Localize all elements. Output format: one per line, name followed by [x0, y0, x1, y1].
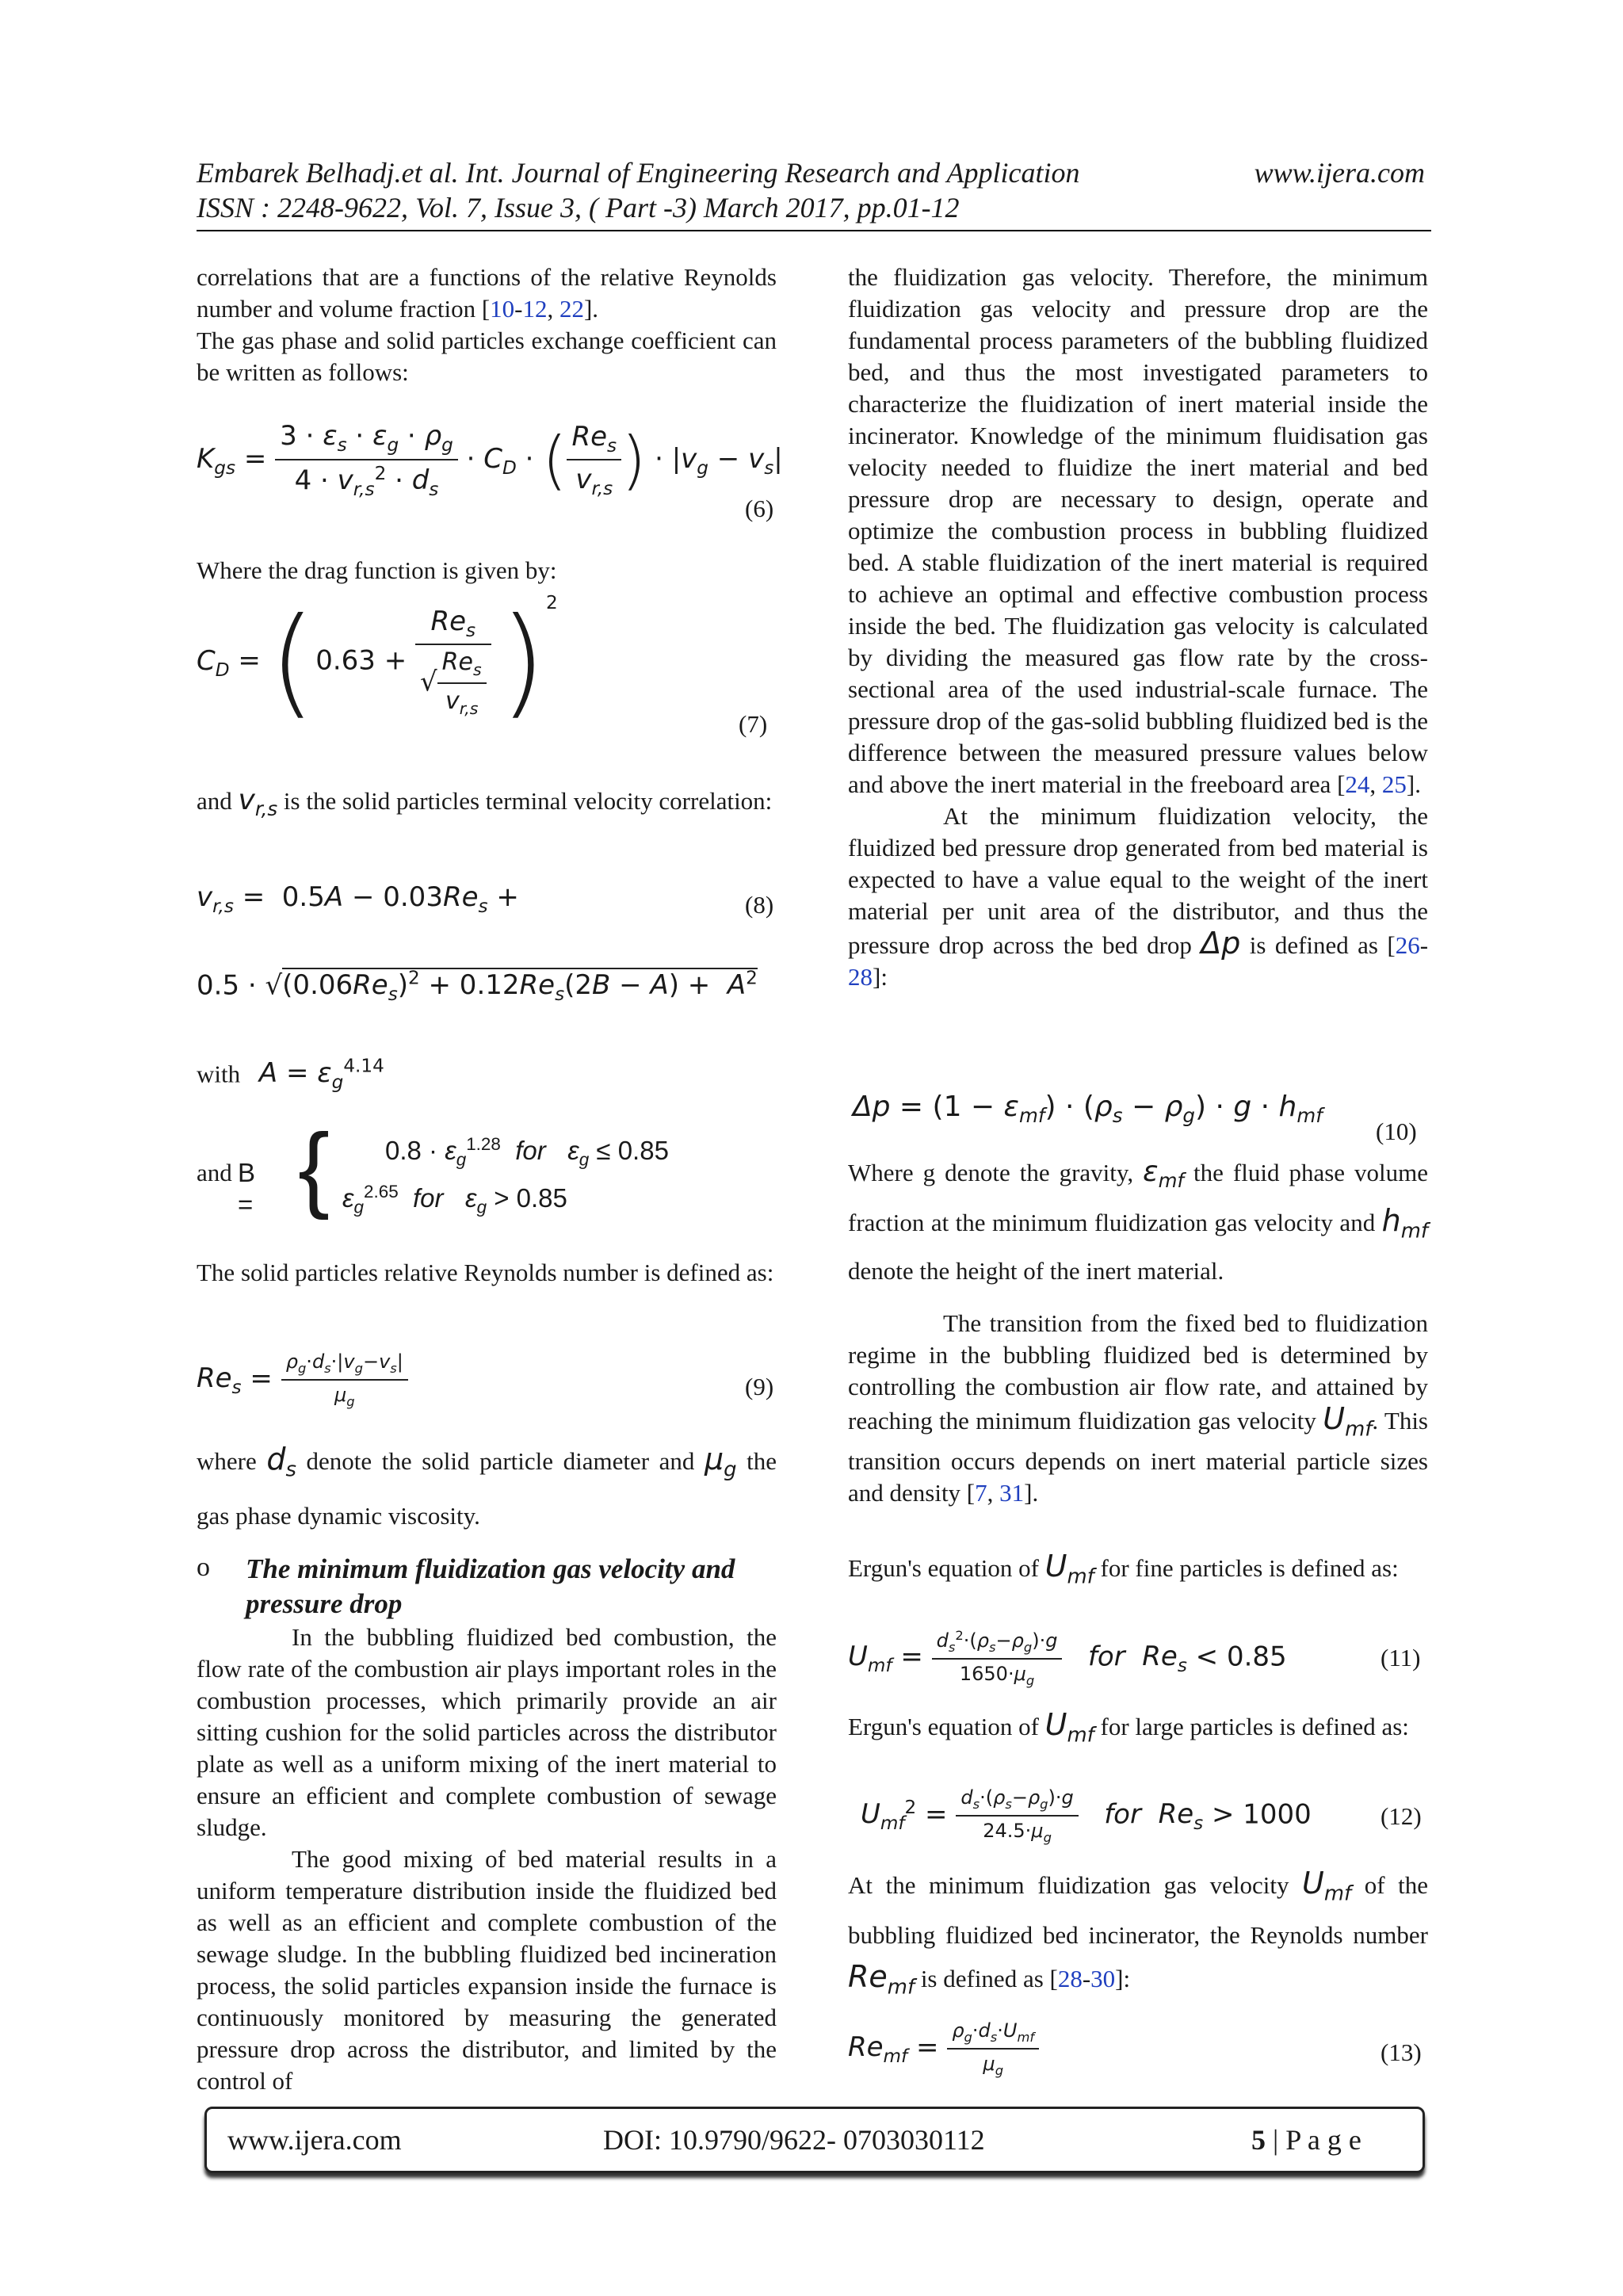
equation-number: (11) — [1381, 1644, 1421, 1671]
section-title: The minimum fluidization gas velocity and pressure drop — [246, 1553, 735, 1619]
text: . This transition occurs depends on inert material particle sizes and density [ — [848, 1407, 1428, 1507]
text: - — [1419, 931, 1429, 959]
text: - — [514, 295, 523, 323]
citation-link[interactable]: 22 — [559, 295, 584, 323]
math-epsmf: $\varepsilon_{mf}$ — [1143, 1156, 1185, 1193]
text: with — [197, 1060, 241, 1088]
text: At the minimum fluidization gas velocity — [848, 1871, 1289, 1899]
text: ]. — [1024, 1478, 1039, 1507]
text: correlations that are a functions of the relative Reynolds number and volume fraction [ — [197, 263, 777, 323]
math-umf: $U_{mf}$ — [1044, 1707, 1094, 1748]
bullet: o — [197, 1553, 210, 1582]
math-a-def: $A = \varepsilon_g^{4.14}$ — [258, 1056, 384, 1094]
text: denote the solid particle diameter and — [306, 1447, 695, 1475]
paragraph — [848, 1702, 1428, 1758]
text: , — [547, 295, 559, 323]
text: denote the height of the inert material. — [848, 1256, 1224, 1285]
equation-8-line2: $0.5 \cdot √(0.06Re_s)^2 + 0.12Re_s(2B - A) + A^2$ — [197, 968, 758, 1006]
paragraph: The gas phase and solid particles exchange coefficient can be written as follows: — [197, 327, 777, 386]
footer-url[interactable]: www.ijera.com — [227, 2124, 402, 2156]
paragraph: The good mixing of bed material results in a uniform temperature distribution inside the fluidized bed as well as an efficient and complete combustion of the sewage sludge. In the bubbling fluidized bed incineration process, the solid particles expansion inside the furnace is continuously monitored by measuring the generated pressure drop across the distributor, and limited by the control of — [197, 1845, 777, 2095]
running-header-line2: ISSN : 2248-9622, Vol. 7, Issue 3, ( Part -3) March 2017, pp.01-12 — [197, 192, 960, 223]
math-deltap: Δp — [1201, 926, 1241, 961]
text: , — [987, 1478, 1000, 1507]
text: the fluidization gas velocity. Therefore, the minimum fluidization gas velocity and pressure drop are the fundamental process parameters of the bubbling fluidized bed, and thus the most investigated parameters to characterize the fluidization of inert material inside the incinerator. Knowledge of the minimum fluidisation gas velocity needed to fluidize the inert material and bed pressure drop are necessary to design, operate and optimize the combustion process in bubbling fluidized bed. A stable fluidization of the inert material is required to achieve an optimal and effective combustion process inside the bed. The fluidization gas velocity is calculated by dividing the measured gas flow rate by the cross-sectional area of the used industrial-scale furnace. The pressure drop of the gas-solid bubbling fluidized bed is the difference between the measured pressure values below and above the inert material in the freeboard area [ — [848, 263, 1428, 798]
text: and — [197, 1159, 232, 1186]
paragraph — [848, 1862, 1428, 2008]
citation-link[interactable]: 7 — [975, 1478, 987, 1507]
equation-9: $Re_s$ = $\frac{\rho_g\cdot d_s\cdot|v_g-v_s|}{\mu_g}$ — [197, 1350, 408, 1409]
text: ]: — [873, 963, 888, 991]
paragraph — [197, 1436, 777, 1539]
text: Ergun's equation of — [848, 1554, 1039, 1582]
equation-number: (12) — [1381, 1802, 1422, 1830]
equation-number: (13) — [1381, 2038, 1422, 2066]
text: Where g denote the gravity, — [848, 1159, 1134, 1186]
journal-url[interactable]: www.ijera.com — [1254, 157, 1425, 189]
math-mug: $\mu_g$ — [704, 1442, 737, 1482]
math-vrs: $v_{r,s}$ — [238, 784, 278, 821]
page-number — [1251, 2123, 1361, 2157]
running-header-line1 — [197, 155, 1433, 190]
math-umf: $U_{mf}$ — [1323, 1401, 1373, 1442]
paragraph — [848, 1308, 1428, 1509]
text: ]: — [1115, 1964, 1131, 1992]
math-hmf: $h_{mf}$ — [1381, 1203, 1429, 1244]
page-number-value: 5 — [1251, 2124, 1266, 2156]
paragraph: In the bubbling fluidized bed combustion, the flow rate of the combustion air plays important roles in the combustion processes, which primarily provide an air sitting cushion for the solid particles across the distributor plate as well as a uniform mixing of the inert material to ensure an efficient and complete combustion of sewage sludge. — [197, 1623, 777, 1841]
text: Ergun's equation of — [848, 1713, 1039, 1740]
equation-12: $U_{mf}^2$ = $\frac{d_s\cdot(\rho_s-\rho_g)\cdot g}{24.5\cdot\mu_g}$ for $Re_s > 1000$ — [861, 1786, 1312, 1845]
header-rule — [197, 230, 1431, 231]
text: , — [1369, 770, 1382, 798]
left-col-intro — [197, 262, 777, 388]
text: the fluid phase volume fraction at the minimum fluidization gas velocity and — [848, 1159, 1429, 1237]
text: where — [197, 1447, 257, 1475]
equation-number: (6) — [745, 495, 774, 522]
paragraph: The solid particles relative Reynolds number is defined as: — [197, 1259, 774, 1286]
text: The transition from the fixed bed to fluidization regime in the bubbling fluidized bed is determined by controlling the combustion air flow rate, and attained by reaching the minimum fluidization gas velocity — [848, 1309, 1428, 1435]
text: the gas phase dynamic viscosity. — [197, 1447, 777, 1530]
citation-link[interactable]: 28 — [1057, 1964, 1083, 1992]
citation-link[interactable]: 30 — [1090, 1964, 1116, 1992]
text: is defined as [ — [920, 1964, 1058, 1992]
equation-6: $K_{gs}$ = $\frac{3 \cdot \varepsilon_s \cdot \varepsilon_g \cdot \rho_g}{4 \cdot v_{r,s}^2 \cdot d_s}$ · $C_D$ · ( $\frac{Re_s}{v_{r,s}}$ ) · $|v_g - v_s|$ — [197, 420, 783, 500]
text: is the solid particles terminal velocity correlation: — [283, 787, 773, 815]
text: is defined as [ — [1249, 931, 1396, 959]
math-umf: $U_{mf}$ — [1302, 1866, 1352, 1906]
text: and — [197, 787, 232, 815]
text: ]. — [1406, 770, 1421, 798]
citation-link[interactable]: 26 — [1395, 931, 1420, 959]
right-col-body — [848, 262, 1428, 993]
equation-number: (7) — [739, 710, 768, 738]
paragraph — [848, 1544, 1428, 1599]
paragraph: Where the drag function is given by: — [197, 556, 557, 584]
journal-citation: Embarek Belhadj.et al. Int. Journal of Engineering Research and Application — [197, 157, 1080, 189]
math-ds: $d_s$ — [266, 1442, 296, 1482]
math-umf: $U_{mf}$ — [1044, 1549, 1094, 1589]
paragraph — [197, 780, 777, 830]
math-remf: $Re_{mf}$ — [848, 1958, 915, 2000]
equation-13: $Re_{mf}$ = $\frac{\rho_g\cdot d_s\cdot U_{mf}}{\mu_g}$ — [848, 2019, 1039, 2078]
with-line — [197, 1051, 777, 1098]
text: of the bubbling fluidized bed incinerator, the Reynolds number — [848, 1871, 1429, 1949]
page-footer — [204, 2107, 1425, 2173]
citation-link[interactable]: 12 — [522, 295, 548, 323]
equation-number: (9) — [745, 1373, 774, 1400]
citation-link[interactable]: 25 — [1381, 770, 1407, 798]
paragraph — [848, 1152, 1428, 1291]
equation-11: $U_{mf}$ = $\frac{d_s^2\cdot(\rho_s-\rho_g)\cdot g}{1650\cdot\mu_g}$ for $Re_s < 0.85$ — [848, 1628, 1287, 1688]
text: - — [1082, 1964, 1091, 1992]
footer-doi: DOI: 10.9790/9622- 0703030112 — [603, 2124, 985, 2156]
text: for fine particles is defined as: — [1100, 1554, 1399, 1582]
citation-link[interactable]: 31 — [999, 1478, 1025, 1507]
equation-number: (10) — [1376, 1117, 1417, 1145]
text: ]. — [583, 295, 599, 323]
citation-link[interactable]: 28 — [848, 963, 873, 991]
equation-7: $C_D = (0.63$ + $Re_s$ √ $\frac{Re_s}{v_{r,s}}$ )$^2$ — [197, 593, 558, 731]
text: At the minimum fluidization velocity, the fluidized bed pressure drop generated from bed material is expected to have a value equal to the weight of the inert material per unit area of the distributor, and thus the pressure drop across the bed drop — [848, 802, 1428, 959]
citation-link[interactable]: 10 — [490, 295, 515, 323]
page-label: | P a g e — [1266, 2124, 1361, 2156]
equation-10: $\Delta p = (1 - \varepsilon_{mf}) \cdot (\rho_s - \rho_g) \cdot g \cdot h_{mf}$ — [853, 1091, 1323, 1128]
citation-link[interactable]: 24 — [1345, 770, 1370, 798]
section-heading — [197, 1552, 777, 1622]
equation-number: (8) — [745, 891, 774, 919]
text: for large particles is defined as: — [1100, 1713, 1409, 1740]
left-body — [197, 1622, 777, 2097]
equation-8-line1: $v_{r,s} = 0.5A - 0.03Re_s$ + — [197, 881, 519, 917]
